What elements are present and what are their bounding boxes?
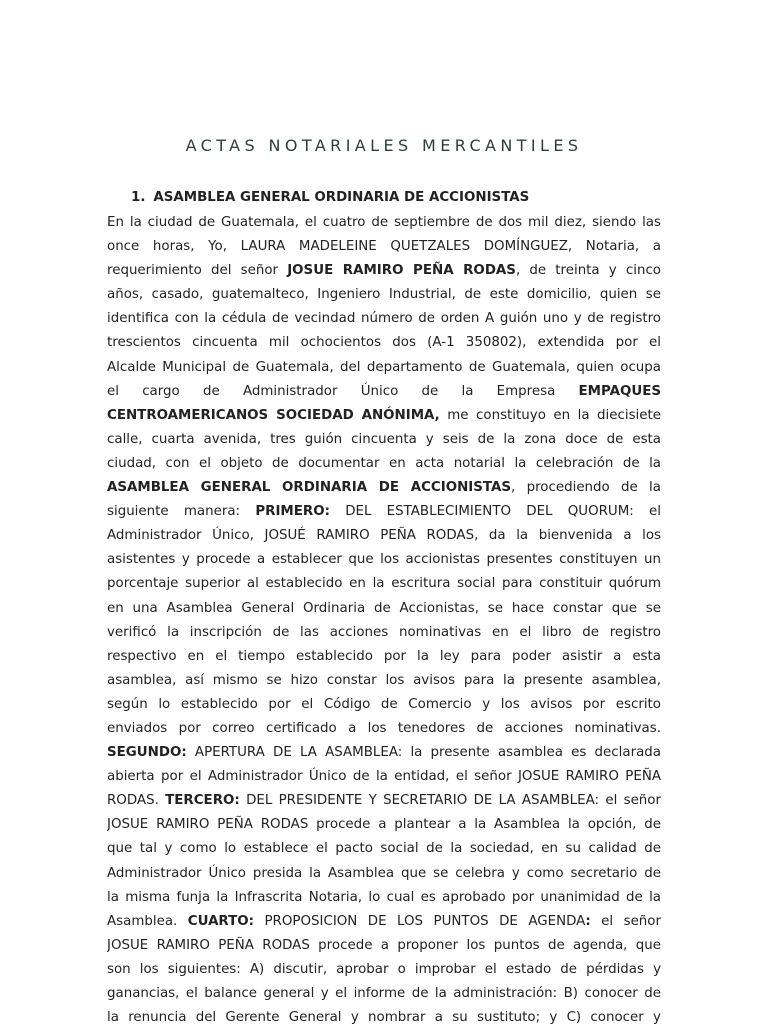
text-run: Asamblea. [107,913,188,929]
text-line [107,452,661,476]
bold-text: SEGUNDO: [107,745,187,761]
text-line [107,645,661,669]
text-line [107,404,661,428]
text-line [107,597,661,621]
bold-text: EMPAQUES [578,383,661,399]
text-run: JOSUE RAMIRO PEÑA RODAS procede a plantear a la Asamblea la opción, de [107,817,661,833]
text-run: el cargo de Administrador Único de la Empresa [107,383,579,399]
text-line [107,211,661,235]
text-line [107,886,661,910]
text-line [107,621,661,645]
text-run: me constituyo en la diecisiete [439,407,661,423]
text-run: la misma funja la Infrascrita Notaria, lo cual es aprobado por unanimidad de la [107,889,661,905]
bold-text: CENTROAMERICANOS SOCIEDAD ANÓNIMA, [107,407,440,423]
text-line [107,669,661,693]
text-run: siguiente manera: [107,504,256,520]
text-run: requerimiento del señor [107,263,288,279]
text-line [107,934,661,958]
text-line [107,862,661,886]
text-run: años, casado, guatemalteco, Ingeniero Industrial, de este domicilio, quien se [107,287,661,303]
text-run: once horas, Yo, LAURA MADELEINE QUETZALES DOMÍNGUEZ, Notaria, a [107,239,661,255]
text-run: DEL PRESIDENTE Y SECRETARIO DE LA ASAMBLEA: el señor [239,793,661,809]
text-run: la renuncia del Gerente General y nombrar a su sustituto; y C) conocer y [107,1010,661,1026]
text-run: Administrador Único, JOSUÉ RAMIRO PEÑA RODAS, da la bienvenida a los [107,528,661,544]
document-body [107,211,661,1030]
section-heading [131,190,529,205]
text-run: , procediendo de la [511,480,661,496]
text-line [107,356,661,380]
text-line [107,982,661,1006]
text-run: el señor [590,913,661,929]
text-run: porcentaje superior al establecido en la escritura social para constituir quórum [107,576,661,592]
text-run: enviados por correo certificado a los tenedores de acciones nominativas. [107,720,661,736]
text-line [107,958,661,982]
bold-text: PRIMERO: [255,504,330,520]
text-line [107,380,661,404]
text-run: asistentes y procede a establecer que los accionistas presentes constituyen un [107,552,661,568]
text-run: ciudad, con el objeto de documentar en acta notarial la celebración de la [107,455,661,471]
text-line [107,524,661,548]
text-line [107,837,661,861]
text-run: Administrador Único presida la Asamblea que se celebra y como secretario de [107,865,661,881]
text-line [107,813,661,837]
text-run: , de treinta y cinco [515,263,661,279]
bold-text: JOSUE RAMIRO PEÑA RODAS [287,263,516,279]
text-run: En la ciudad de Guatemala, el cuatro de septiembre de dos mil diez, siendo las [107,215,661,230]
bold-text: CUARTO: [187,913,255,929]
bold-text: TERCERO: [165,793,240,809]
bold-text: ASAMBLEA GENERAL ORDINARIA DE ACCIONISTAS [107,480,512,496]
text-line [107,259,661,283]
text-line [107,307,661,331]
text-line [107,235,661,259]
text-run: respectivo en el tiempo establecido por la ley para poder asistir a esta [107,648,661,664]
bold-text: : [585,913,591,929]
text-line [107,765,661,789]
text-line [107,717,661,741]
text-line [107,428,661,452]
text-run: ganancias, el balance general y el informe de la administración: B) conocer de [107,986,661,1001]
text-line [107,910,661,934]
text-run: según lo establecido por el Código de Comercio y los avisos por escrito [107,696,661,712]
document-title: ACTAS NOTARIALES MERCANTILES [185,136,583,155]
text-line [107,789,661,813]
text-line [107,548,661,572]
text-run: verificó la inscripción de las acciones nominativas en el libro de registro [107,624,661,640]
section-heading-text: ASAMBLEA GENERAL ORDINARIA DE ACCIONISTAS [153,190,530,205]
text-run: calle, cuarta avenida, tres guión cincuenta y seis de la zona doce de esta [107,431,661,447]
text-line [107,1006,661,1030]
text-line [107,741,661,765]
text-run: DEL ESTABLECIMIENTO DEL QUORUM: el [329,504,661,520]
text-run: asamblea, así mismo se hizo constar los avisos para la presente asamblea, [107,672,661,688]
text-run: identifica con la cédula de vecindad número de orden A guión uno y de registro [107,311,661,327]
text-line [107,476,661,500]
text-run: Alcalde Municipal de Guatemala, del departamento de Guatemala, quien ocupa [107,359,661,375]
text-run: RODAS. [107,793,166,809]
text-line [107,331,661,355]
text-run: JOSUE RAMIRO PEÑA RODAS procede a proponer los puntos de agenda, que [107,937,661,953]
text-run: son los siguientes: A) discutir, aprobar o improbar el estado de pérdidas y [107,961,661,977]
text-run: PROPOSICION DE LOS PUNTOS DE AGENDA [254,913,586,929]
text-run: abierta por el Administrador Único de la entidad, el señor JOSUE RAMIRO PEÑA [107,769,661,785]
section-number: 1. [131,190,146,205]
text-run: en una Asamblea General Ordinaria de Accionistas, se hace constar que se [107,600,661,616]
text-line [107,500,661,524]
text-run: trescientos cincuenta mil ochocientos dos (A-1 350802), extendida por el [107,335,661,351]
text-line [107,283,661,307]
text-line [107,693,661,717]
text-line [107,572,661,596]
text-run: que tal y como lo establece el pacto social de la sociedad, en su calidad de [107,841,661,857]
text-run: APERTURA DE LA ASAMBLEA: la presente asamblea es declarada [186,745,661,761]
